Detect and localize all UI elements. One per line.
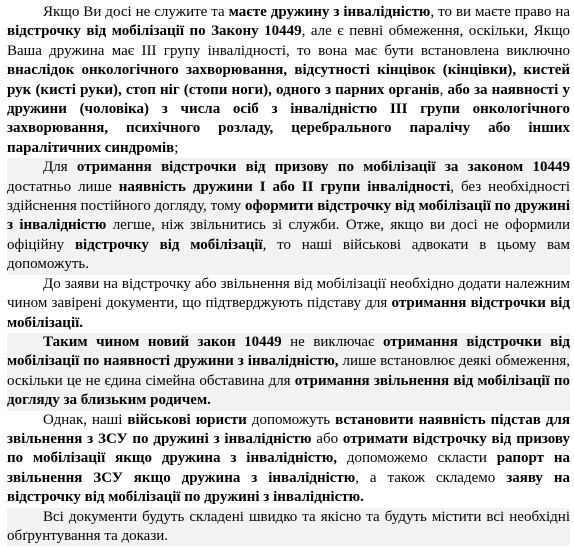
- bold-text-run: отримання звільнення від мобілізації по догляду за близьким родичем.: [7, 372, 570, 409]
- bold-text-run: отримання відстрочки від призову по мобілізації за законом 10449: [76, 159, 571, 176]
- bold-text-run: відстрочку від мобілізації: [74, 236, 263, 253]
- bold-text-run: або за наявності у дружини (чоловіка) з числа осіб з інвалідністю ІІІ групи онкологічного захворювання, психічного розладу, церебрального паралічу або інших паралітичних синдромів: [7, 81, 570, 156]
- paragraph: [7, 411, 570, 508]
- text-run: ;: [174, 139, 179, 156]
- text-run: легше, ніж звільнитись зі служби. Отже, якщо ви досі не оформили офіційну: [7, 217, 570, 253]
- bold-text-run: Таким чином новий закон 10449: [43, 333, 282, 350]
- bold-text-run: заяву на відстрочку від мобілізації по дружині з інвалідністю.: [7, 469, 570, 506]
- text-run: До заяви на відстрочку або звільнення від мобілізації необхідно додати належним чином завірені документи, що підтверджують підставу для: [7, 275, 570, 312]
- text-run: не виключає: [281, 333, 383, 350]
- bold-text-run: отримання відстрочки від мобілізації по наявності дружини з інвалідністю,: [7, 333, 570, 370]
- text-run: Для: [43, 159, 77, 176]
- bold-text-run: встановити наявність підстав для звільнення з ЗСУ по дружині з інвалідністю: [7, 411, 570, 447]
- text-run: , без необхідності здійснення постійного догляду, тому: [7, 178, 570, 215]
- text-run: Всі документи будуть складені швидко та якісно та будуть містити всі необхідні обґрунтування та докази.: [7, 508, 570, 544]
- text-run: або: [311, 430, 343, 447]
- text-run: достатньо лише: [7, 178, 119, 195]
- paragraph: [7, 158, 570, 274]
- bold-text-run: військові юристи: [127, 411, 247, 428]
- text-run: , а також складемо: [355, 469, 507, 486]
- paragraph: [7, 3, 570, 158]
- bold-text-run: маєте дружину з інвалідністю: [228, 4, 431, 20]
- text-run: Якщо Ви досі не служите та: [43, 4, 229, 20]
- paragraph: [7, 508, 570, 547]
- paragraph: [7, 333, 570, 411]
- text-run: допоможемо скласти: [337, 450, 497, 467]
- text-run: , але є певні обмеження, оскільки, Якщо Ваша дружина має ІІІ групу інвалідності, то вона має бути встановлена виключно: [7, 23, 571, 59]
- text-run: допоможуть: [246, 411, 336, 428]
- bold-text-run: внаслідок онкологічного захворювання, відсутності кінцівок (кінцівки), кистей рук (кисті руки), стоп ніг (стопи ноги), одного з парних органів: [7, 62, 570, 98]
- text-run: , то наші військові адвокати в цьому вам допоможуть.: [7, 236, 571, 273]
- text-run: , то ви маєте право на: [430, 4, 571, 20]
- bold-text-run: наявність дружини І або ІІ групи інвалідності: [118, 178, 451, 195]
- text-run: Однак, наші: [43, 411, 128, 428]
- text-run: ,: [439, 81, 448, 98]
- paragraph: [7, 275, 570, 333]
- bold-text-run: відстрочку від мобілізації по Закону 10449: [7, 23, 302, 40]
- bold-text-run: отримання відстрочки від мобілізації.: [7, 295, 570, 331]
- bold-text-run: рапорт на звільнення ЗСУ якщо дружина з інвалідністю: [7, 450, 571, 486]
- text-run: лише встановлює деякі обмеження, оскільки це не єдина сімейна обставина для: [7, 353, 570, 389]
- bold-text-run: отримати відстрочку від призову по мобілізації якщо дружина з інвалідністю,: [7, 430, 571, 467]
- bold-text-run: оформити відстрочку від мобілізації по дружині з інвалідністю: [7, 198, 570, 234]
